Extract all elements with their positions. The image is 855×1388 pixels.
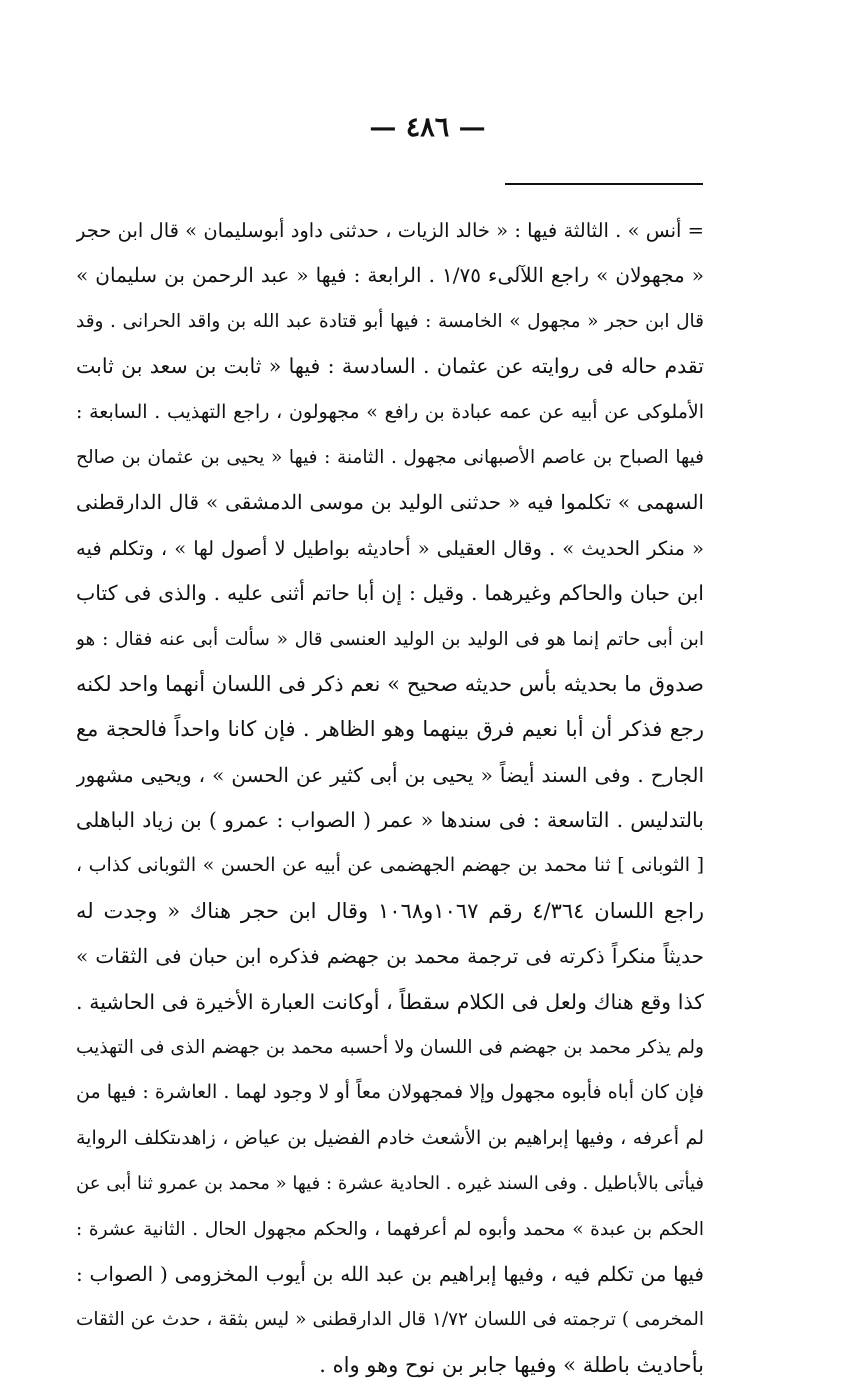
text-line: = أنس » . الثالثة فيها : « خالد الزيات ، حدثنى داود أبوسليمان » قال ابن حجر: [76, 219, 704, 242]
text-line: تقدم حاله فى روايته عن عثمان . السادسة : فيها « ثابت بن سعد بن ثابت: [76, 354, 704, 379]
text-line: حديثاً منكراً ذكرته فى ترجمة محمد بن جهضم فذكره ابن حبان فى الثقات »: [76, 944, 704, 969]
text-line-last: بأحاديث باطلة » وفيها جابر بن نوح وهو واه .: [319, 1352, 704, 1377]
text-line: صدوق ما بحديثه بأس حديثه صحيح » نعم ذكر فى اللسان أنهما واحد لكنه: [76, 671, 704, 696]
text-line: لم أعرفه ، وفيها إبراهيم بن الأشعث خادم الفضيل بن عياض ، زاهدىتكلف الرواية: [76, 1126, 704, 1149]
text-line: بالتدليس . التاسعة : فى سندها « عمر ( الصواب : عمرو ) بن زياد الباهلى: [76, 808, 704, 833]
text-line: فيأتى بالأباطيل . وفى السند غيره . الحادية عشرة : فيها « محمد بن عمرو ثنا أبى عن: [76, 1173, 704, 1195]
page-body-text: [76, 208, 704, 1388]
text-line: ولم يذكر محمد بن جهضم فى اللسان ولا أحسبه محمد بن جهضم الذى فى التهذيب: [76, 1037, 704, 1059]
text-line: الجارح . وفى السند أيضاً « يحيى بن أبى كثير عن الحسن » ، ويحيى مشهور: [76, 762, 704, 787]
text-line: فيها الصباح بن عاصم الأصبهانى مجهول . الثامنة : فيها « يحيى بن عثمان بن صالح: [76, 446, 704, 468]
text-line: الحكم بن عبدة » محمد وأبوه لم أعرفهما ، والحكم مجهول الحال . الثانية عشرة :: [76, 1218, 704, 1240]
text-line: ابن أبى حاتم إنما هو فى الوليد بن الوليد العنسى قال « سألت أبى عنه فقال : هو: [76, 628, 704, 650]
text-line: فيها من تكلم فيه ، وفيها إبراهيم بن عبد الله بن أيوب المخزومى ( الصواب :: [76, 1261, 704, 1286]
header-rule: [505, 183, 703, 185]
text-line: قال ابن حجر « مجهول » الخامسة : فيها أبو قتادة عبد الله بن واقد الحرانى . وقد: [76, 310, 704, 332]
text-line: [ الثوبانى ] ثنا محمد بن جهضم الجهضمى عن أبيه عن الحسن » الثوبانى كذاب ،: [76, 854, 704, 877]
text-line: المخرمى ) ترجمته فى اللسان ١/٧٢ قال الدارقطنى « ليس بثقة ، حدث عن الثقات: [76, 1309, 704, 1331]
text-line: « مجهولان » راجع اللآلىء ١/٧٥ . الرابعة : فيها « عبد الرحمن بن سليمان »: [76, 263, 704, 288]
text-line: ابن حبان والحاكم وغيرهما . وقيل : إن أبا حاتم أثنى عليه . والذى فى كتاب: [76, 581, 704, 606]
text-line: فإن كان أباه فأبوه مجهول وإلا فمجهولان معاً أو لا وجود لهما . العاشرة : فيها من: [76, 1081, 704, 1104]
text-line: « منكر الحديث » . وقال العقيلى « أحاديثه بواطيل لا أصول لها » ، وتكلم فيه: [76, 536, 704, 560]
text-line: الأملوكى عن أبيه عن عمه عبادة بن رافع » مجهولون ، راجع التهذيب . السابعة :: [76, 400, 704, 423]
text-line: السهمى » تكلموا فيه « حدثنى الوليد بن موسى الدمشقى » قال الدارقطنى: [76, 490, 704, 515]
text-line: كذا وقع هناك ولعل فى الكلام سقطاً ، أوكانت العبارة الأخيرة فى الحاشية .: [76, 989, 704, 1014]
page-number: — ٤٨٦ —: [369, 112, 486, 143]
text-line: راجع اللسان ٤/٣٦٤ رقم ١٠٦٧و١٠٦٨ وقال ابن حجر هناك « وجدت له: [76, 898, 704, 923]
text-line: رجع فذكر أن أبا نعيم فرق بينهما وهو الظاهر . فإن كانا واحداً فالحجة مع: [76, 717, 704, 742]
